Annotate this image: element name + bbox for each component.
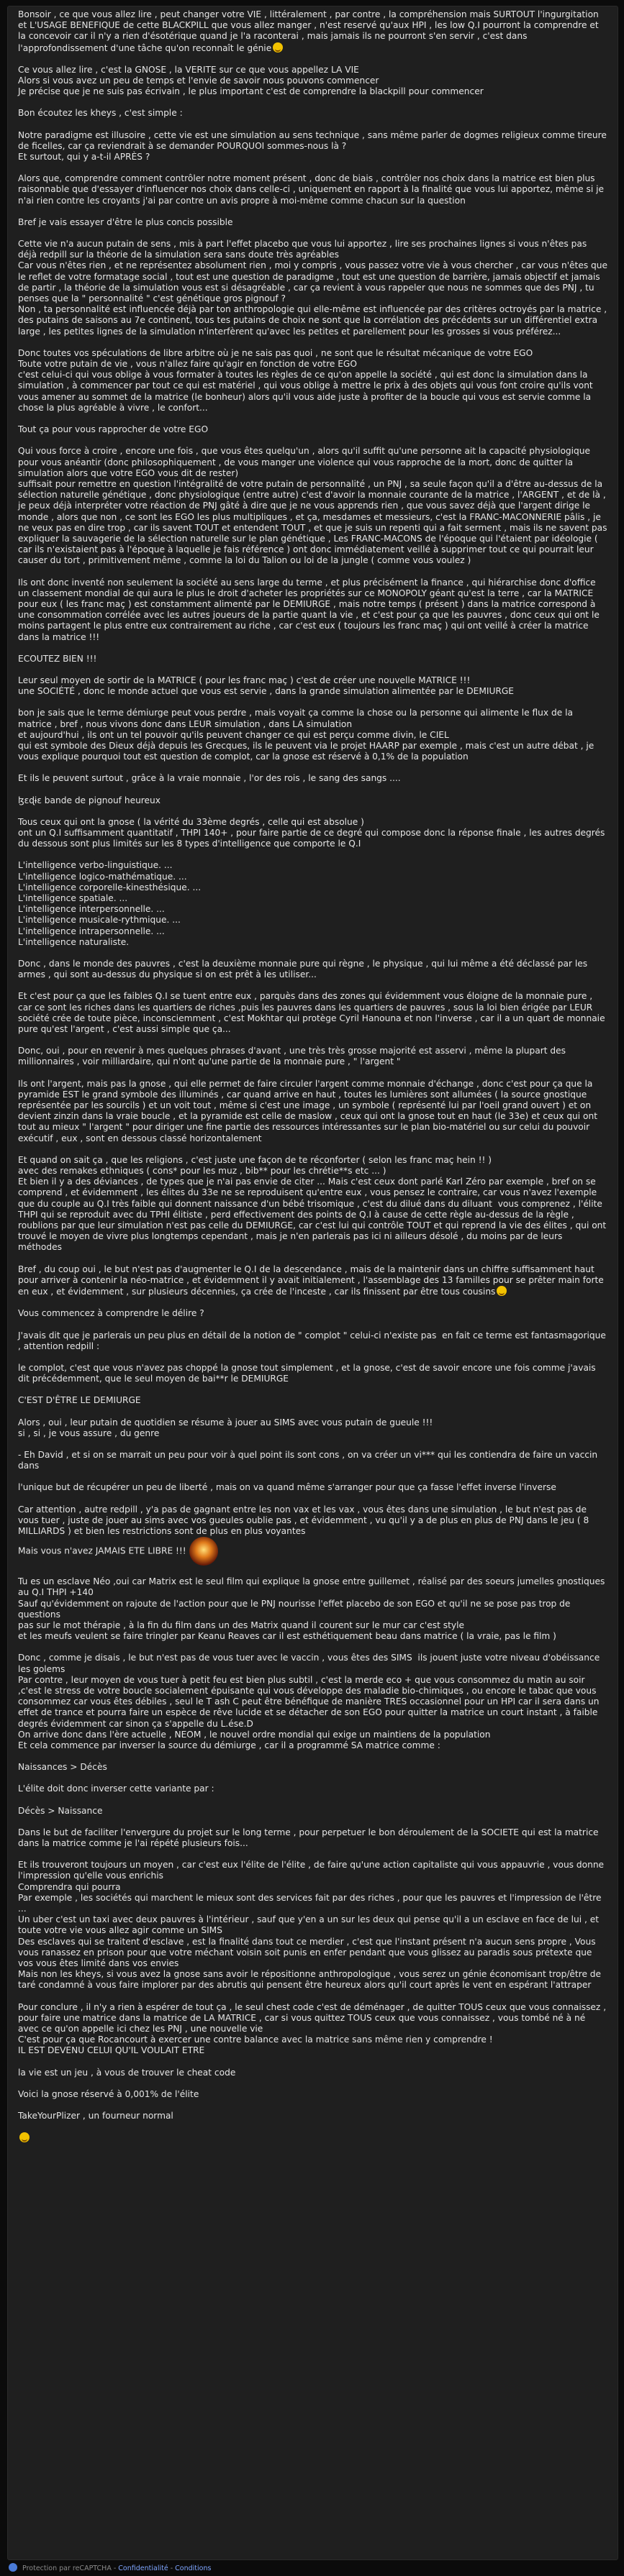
post-paragraph: Tout ça pour vous rapprocher de votre EGO xyxy=(18,424,209,435)
post-paragraph: TakeYourPlizer , un fourneur normal xyxy=(18,2111,173,2121)
recaptcha-text: Protection par reCAPTCHA xyxy=(22,2564,112,2572)
post-paragraph: Leur seul moyen de sortir de la MATRICE ( pour les franc maç ) c'est de créer une nouvelle MATRICE !!! une SOCIÉTÉ , donc le monde actuel que vous est servie , dans la grande simulation alimentée par le DEMIURGE xyxy=(18,675,514,697)
intelligence-list: Donc , dans le monde des pauvres , c'est la deuxième monnaie pure qui règne , le physique , qui lui même a été déclassé par les armes , qui sont au-dessus du physique si on est prêt à les utiliser... xyxy=(18,959,590,980)
smiley-icon xyxy=(497,1286,507,1296)
post-paragraph: L'élite doit donc inverser cette variante par : xyxy=(18,1783,214,1794)
post-paragraph: Donc, oui , pour en revenir à mes quelques phrases d'avant , une très très grosse majorité est asservi , même la plupart des millionnaires , voir milliardaire, qui n'ont qu'une partie de la monnaie pure , " l'argent " xyxy=(18,1046,569,1067)
post-paragraph: C'EST D'ÊTRE LE DEMIURGE xyxy=(18,1395,141,1406)
smiley-icon xyxy=(273,42,283,52)
post-paragraph: Notre paradigme est illusoire , cette vie est une simulation au sens technique , sans même parler de dogmes religieux comme tireure de ficelles, car ça reviendrait à se demander POURQUOI sommes-nous là ? Et surtout, qui y a-t-il APRÈS ? xyxy=(18,129,607,163)
post-paragraph: Tous ceux qui ont la gnose ( la vérité du 33ème degrés , celle qui est absolue ) ont un Q.I suffisamment quantitatif , THPI 140+ , pour faire partie de ce degré qui compose donc la réponse finale , les autres degrés du dessous sont plus limités sur les 8 types d'intelligence que comporte le Q.I xyxy=(18,816,605,849)
post-paragraph: Donc , comme je disais , le but n'est pas de vous tuer avec le vaccin , vous êtes des SIMS ils jouent juste votre niveau d'obéissance les golems Par contre , leur moyen de vous tuer à petit feu est bien plus subtil , c'est la merde eco + que vous consommez du matin au soir ,c'est le stress de votre boucle socialement épuisante qui vous développe des maladie bio-chimiques , ou encore le tabac que vous consommez car vous êtes débiles , seul le T ash C peut être bénéfique de manière TRES occasionnel pour un HPI car il sera dans un effet de trance et pourra faire un espèce de rêve lucide et se détacher de son EGO pour quitter la matrice un court instant , à faible degrés évidemment car sinon ça s'appelle du L.ése.D On arrive donc dans l'ère actuelle , NEOM , le nouvel ordre mondial qui exige un maintiens de la population Et cela commence par inverser la source du démiurge , car il a programmé SA matrice comme : xyxy=(18,1653,600,1750)
post-paragraph: Voici la gnose réservé à 0,001% de l'élite xyxy=(18,2088,199,2099)
post-paragraph: Bonsoir , ce que vous allez lire , peut changer votre VIE , littéralement , par contre , la compréhension mais SURTOUT l'ingurgitation et L'USAGE BENEFIQUE de cette BLACKPILL que vous allez manger , n'est reservé qu'aux HPI , les low Q.I pourront la comprendre et la concevoir car il n'y a rien d'ésotérique quand je l'a raconterai , mais jamais ils ne pourront s'en servir , c'est dans l'approfondissement d'une tâche qu'on reconnaît le génie xyxy=(18,9,602,53)
post-paragraph: la vie est un jeu , à vous de trouver le cheat code xyxy=(18,2067,236,2078)
post-paragraph: Tu es un esclave Néo ,oui car Matrix est le seul film qui explique la gnose entre guillemet , réalisé par des soeurs jumelles gnostiques au Q.I THPI +140 Sauf qu'évidemment on rajoute de l'action pour que le PNJ nourisse l'effet placebo de son EGO et qu'il ne se pose pas trop de questions pas sur le mot thérapie , à la fin du film dans un des Matrix quand il courent sur le mur car c'est style et les meufs veulent se faire tringler par Keanu Reaves car il est esthétiquement beau dans matrice ( la vraie, pas le film ) xyxy=(18,1576,605,1642)
post-paragraph: Décès > Naissance xyxy=(18,1805,103,1816)
post-paragraph: Naissances > Décès xyxy=(18,1762,107,1773)
post-paragraph: ECOUTEZ BIEN !!! xyxy=(18,653,97,664)
post-paragraph: Et c'est pour ça que les faibles Q.I se tuent entre eux , parquès dans des zones qui évidemment vous éloigne de la monnaie pure , car ce sont les riches dans les quartiers de riches ,puis les pauvres dans les quartiers de pauvres , sous la loi bien érigée par LEUR société crée de toute pièce, inconsciemment , c'est Mokhtar qui protège Cyril Hanouna et non l'inverse , car il a un quart de monnaie pure qu'est l'argent , c'est aussi simple que ça... xyxy=(18,991,608,1035)
post-paragraph: Bref je vais essayer d'être le plus concis possible xyxy=(18,216,233,227)
post-signature xyxy=(18,2132,607,2144)
avatar-image xyxy=(189,1537,218,1566)
post-paragraph: Ils ont l'argent, mais pas la gnose , qui elle permet de faire circuler l'argent comme monnaie d'échange , donc c'est pour ça que la pyramide EST le grand symbole des illuminés , car quand arrive en haut , toutes les lumières sont allumées ( la source gnostique représentée par les sourcils ) et un voit tout , même si c'est une image , un symbole ( représenté lui par l'oeil grand ouvert ) et on devient zinzin dans la vraie boucle , et la pyramide est celle de maslow , ceux qui ont la gnose tout en haut (le 33e) et ceux qui ont tout au mieux " l'argent " pour diriger une fine partie des ressources intéressantes sur le plan bio-matériel ou sur celui du pouvoir exécutif , eux , sont en dessous classé horizontalement xyxy=(18,1078,600,1143)
post-paragraph: Dans le but de faciliter l'envergure du projet sur le long terme , pour perpetuer le bon déroulement de la SOCIETE qui est la matrice dans la matrice comme je l'ai répété plusieurs fois... xyxy=(18,1827,602,1848)
post-body xyxy=(8,6,618,2144)
post-paragraph: ɮɛɖɨɛ bande de pignouf heureux xyxy=(18,795,160,805)
post-paragraph: Car attention , autre redpill , y'a pas de gagnant entre les non vax et les vax , vous êtes dans une simulation , le but n'est pas de vous tuer , juste de jouer au sims avec vos gueules oublie pas , et évidemment , vu qu'il y a de plus en plus de PNJ dans le jeu ( 8 MILLIARDS ) et bien les restrictions sont de plus en plus voyantes Mais vous n'avez JAMAIS ETE LIBRE !!! xyxy=(18,1504,607,1566)
post-paragraph: Donc toutes vos spéculations de libre arbitre où je ne sais pas quoi , ne sont que le résultat mécanique de votre EGO Toute votre putain de vie , vous n'allez faire qu'agir en fonction de votre EGO c'est celui-ci qui vous oblige à vous formater à toutes les règles de ce qu'on appelle la société , qui est donc la simulation dans la simulation , à commencer par tout ce qui est matériel , qui vous oblige à mettre le prix à des objets qui vous font croire qu'ils vont vous amener au sommet de la matrice (le bonheur) alors qu'il vous aide juste à profiter de la boucle qui vous est servie comme la chose la plus agréable à vivre , le confort... xyxy=(18,347,593,413)
post-paragraph: J'avais dit que je parlerais un peu plus en détail de la notion de " complot " celui-ci n'existe pas en fait ce terme est fantasmagorique , attention redpill : xyxy=(18,1330,609,1351)
post-paragraph: Et ils trouveront toujours un moyen , car c'est eux l'élite de l'élite , de faire qu'une action capitaliste qui vous appauvrie , vous donne l'impression qu'elle vous enrichis Comprendra qui pourra Par exemple , les sociétés qui marchent le mieux sont des services fait par des riches , pour que les pauvres et l'impression de l'être ... Un uber c'est un taxi avec deux pauvres à l'intérieur , sauf que y'en a un sur les deux qui pense qu'il a un esclave en face de lui , et toute votre vie vous allez agir comme un SIMS Des esclaves qui se traitent d'esclave , est la finalité dans tout ce merdier , c'est que l'instant présent n'a aucun sens propre , Vous vous ranassez en prison pour que votre méchant voisin soit punis en enfer pendant que vous glissez au paradis sous prétexte que vos vous êtes limité dans vos envies Mais non les kheys, si vous avez la gnose sans avoir le répositionne anthropologique , vous serez un génie économisant trop/être de taré condamné à vous faire implorer par des abrutis qui pensent être heureux alors qu'il court après le vent en espérant l'attraper xyxy=(18,1860,605,1991)
terms-link[interactable]: Conditions xyxy=(175,2564,212,2572)
post-paragraph: Pour conclure , il n'y a rien à espérer de tout ça , le seul chest code c'est de déménager , de quitter TOUS ceux que vous connaissez , pour faire une matrice dans la matrice de LA MATRICE , car si vous quittez TOUS ceux que vous connaissez , vous tombé né à né avec ce qu'on appelle ici chez les PNJ , une nouvelle vie C'est pour ça que Rocancourt à exercer une contre balance avec la matrice sans même rien y comprendre ! IL EST DEVENU CELUI QU'IL VOULAIT ETRE xyxy=(18,2001,607,2056)
post-paragraph: Alors que, comprendre comment contrôler notre moment présent , donc de biais , contrôler nos choix dans la matrice est bien plus raisonnable que d'essayer d'influencer nos choix dans celle-ci , uniquement en rapport à la finalité que vous lui apportez, même si je n'ai rien contre les croyants j'ai par contre un avis propre à moi-même comme chacun sur la question xyxy=(18,173,607,206)
post-paragraph: Bon écoutez les kheys , c'est simple : xyxy=(18,108,183,119)
post-paragraph: l'unique but de récupérer un peu de liberté , mais on va quand même s'arranger pour que ça fasse l'effet inverse l'inverse xyxy=(18,1482,556,1493)
recaptcha-icon xyxy=(9,2563,17,2572)
post-paragraph: Ils ont donc inventé non seulement la société au sens large du terme , et plus précisément la finance , qui hiérarchise donc d'office un classement mondial de qui aura le plus le droit d'acheter les propriétés sur ce MONOPOLY géant qu'est la terre , car la MATRICE pour eux ( les franc maç ) est constamment alimenté par le DEMIURGE , mais notre temps ( présent ) dans la matrice correspond à une consommation corrélée avec les autres joueurs de la partie quant la vie , et c'est pour ça que les pauvres , donc ceux qui ont le moins partagent le plus entre eux contrairement au riche , car c'est eux ( toujours les franc maç ) qui ont veillé à créer la matrice dans la matrice !!! xyxy=(18,577,602,642)
post-paragraph: Et ils le peuvent surtout , grâce à la vraie monnaie , l'or des rois , le sang des sangs .... xyxy=(18,773,401,784)
smiley-icon xyxy=(19,2132,30,2142)
footer: Protection par reCAPTCHA - Confidentialité - Conditions xyxy=(7,2562,617,2575)
post-paragraph: Cette vie n'a aucun putain de sens , mis à part l'effet placebo que vous lui apportez , lire ses prochaines lignes si vous n'êtes pas déjà redpill sur la théorie de la simulation sera sans doute très agréables Car vous n'êtes rien , et ne représentez absolument rien , moi y compris , vous passez votre vie à vous chercher , car vous n'êtes que le reflet de votre formatage social , tout est une question de paradigme , tout est une question de barrière, jamais objectif et jamais de partir , la théorie de la simulation vous est si désagréable , car ça revient à vous rappeler que nous ne sommes que des PNJ , tu penses que la " personnalité " c'est génétique gros pignouf ? Non , ta personnalité est influencée déjà par ton anthropologie qui elle-même est influencée par des critères octroyés par la matrice , des putains de saisons au 7e continent, tous tes putains de choix ne sont que la corrélation des précédents sur un différentiel extra large , les petites lignes de la simulation n'interfèrent qu'avec les petites et parellement pour les grosses si vous préférez... xyxy=(18,239,608,337)
post-paragraph: Qui vous force à croire , encore une fois , que vous êtes quelqu'un , alors qu'il suffit qu'une personne ait la capacité physiologique pour vous anéantir (donc philosophiquement , de vous manger une violence qui vous rapproche de la mort, donc de quitter la simulation alors que votre EGO vous dit de rester) suffisait pour remettre en question l'intégralité de votre putain de personnalité , un PNJ , sa seule façon qu'il a d'être au-dessus de la sélection naturelle génétique , donc physiologique (entre autre) c'est d'avoir la monnaie courante de la matrice , l'ARGENT , et de là , je peux déjà interpréter votre réaction de PNJ gâté à dire que je ne vous apprends rien , que vous savez déjà que l'argent dirige le monde , alors que non , ce sont les EGO les plus multipliques , et ça, mesdames et messieurs, c'est la FRANC-MACONNERIE pâlis , je ne veux pas en dire trop , car ils savent TOUT et entendent TOUT , et que je suis un repenti qui a fait serment , mais ils ne savent pas expliquer la sauvagerie de la sélection naturelle sur le plan génétique , Les FRANC-MACONS de l'époque qui l'étaient par idéologie ( car ils n'existaient pas à l'époque à laquelle je fais référence ) ont donc immédiatement veillé à supprimer tout ce qui pourrait leur causer du tort , primitivement même , comme la loi du Talion ou loi de la jungle ( comme vous voulez ) xyxy=(18,446,607,566)
post-paragraph: L'intelligence verbo-linguistique. ... L'intelligence logico-mathématique. ... L'intelligence corporelle-kinesthésique. ... L'intelligence spatiale. ... L'intelligence interpersonnelle. ... L'intelligence musicale-rythmique. ... L'intelligence intrapersonnelle. ... L'intelligence naturaliste. xyxy=(18,860,202,947)
post-paragraph: Vous commencez à comprendre le délire ? xyxy=(18,1308,204,1319)
post-paragraph: Alors , oui , leur putain de quotidien se résume à jouer au SIMS avec vous putain de gueule !!! si , si , je vous assure , du genre xyxy=(18,1417,433,1438)
post-paragraph: le complot, c'est que vous n'avez pas choppé la gnose tout simplement , et la gnose, c'est de savoir encore une fois comme j'avais dit précédemment, que le seul moyen de bai**r le DEMIURGE xyxy=(18,1362,599,1384)
post-paragraph: - Eh David , et si on se marrait un peu pour voir à quel point ils sont cons , on va créer un vi*** qui les contiendra de faire un vaccin dans xyxy=(18,1449,600,1471)
post-paragraph: Et quand on sait ça , que les religions , c'est juste une façon de te réconforter ( selon les franc maç hein !! ) avec des remakes ethniques ( cons* pour les muz , bib** pour les chrétie**s etc ... ) Et bien il y a des déviances , de types que je n'ai pas envie de citer ... Mais c'est ceux dont parlé Karl Zéro par exemple , bref on se comprend , et évidemment , les élites du 33e ne se reproduisent qu'entre eux , vous pensez le contraire, car vous n'avez l'exemple que du couple au Q.I très faible qui donnent naissance d'un bébé trisomique , c'est du dilué dans du diluant vous comprenez , l'élite THPI qui se reproduit avec du TPHI élitiste , perd effectivement des points de Q.I à cause de cette règle au-dessus de la règle , roublions par que leur simulation n'est pas celle du DEMIURGE, car c'est lui qui contrôle TOUT et qui reprend la vie des élites , qui ont trouvé le moyen de vivre plus longtemps cependant , mais je n'en parlerais pas ici ni ailleurs désolé , du moins par de leurs méthodes xyxy=(18,1154,607,1253)
post-paragraph: Ce vous allez lire , c'est la GNOSE , la VERITE sur ce que vous appellez LA VIE Alors si vous avez un peu de temps et l'envie de savoir nous pouvons commencer Je précise que je ne suis pas écrivain , le plus important c'est de comprendre la blackpill pour commencer xyxy=(18,64,484,97)
post-paragraph: bon je sais que le terme démiurge peut vous perdre , mais voyait ça comme la chose ou la personne qui alimente le flux de la matrice , bref , nous vivons donc dans LEUR simulation , dans LA simulation et aujourd'hui , ils ont un tel pouvoir qu'ils peuvent changer ce qui est perçu comme divin, le CIEL qui est symbole des Dieux déjà depuis les Grecques, ils le peuvent via le projet HAARP par exemple , mais c'est un autre débat , je vous explique pourquoi tout est question de complot, car la gnose est réservé à 0,1% de la population xyxy=(18,708,594,762)
forum-post xyxy=(7,6,618,2560)
privacy-link[interactable]: Confidentialité xyxy=(118,2564,168,2572)
post-paragraph: Bref , du coup oui , le but n'est pas d'augmenter le Q.I de la descendance , mais de la maintenir dans un chiffre suffisamment haut pour arriver à contenir la néo-matrice , et évidemment il y avait initialement , l'assemblage des 13 familles pour se prêter main forte en eux , et évidemment , sur plusieurs décennies, ça crée de l'inceste , car ils finissent par être tous cousins xyxy=(18,1264,607,1297)
